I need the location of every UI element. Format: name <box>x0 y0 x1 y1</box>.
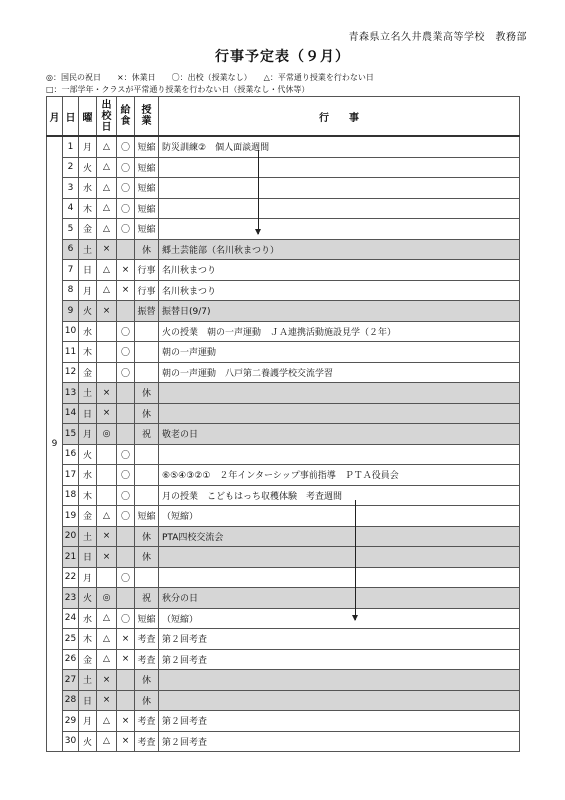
weekday-cell: 土 <box>79 239 97 260</box>
day-cell: 22 <box>63 567 79 588</box>
day-cell: 23 <box>63 588 79 609</box>
class-cell <box>135 444 159 465</box>
legend-line-1: ◎：国民の祝日 ×：休業日 〇：出校（授業なし） △：平常通り授業を行わない日 <box>46 73 374 82</box>
day-cell: 15 <box>63 424 79 445</box>
lunch-cell <box>117 424 135 445</box>
attendance-cell: × <box>97 547 117 568</box>
attendance-cell <box>97 444 117 465</box>
table-row <box>47 567 520 588</box>
event-cell: 防災訓練② 個人面談週間 <box>159 136 520 157</box>
class-cell: 行事 <box>135 260 159 281</box>
event-cell: （短縮） <box>159 608 520 629</box>
col-events: 行 事 <box>159 97 520 137</box>
attendance-cell: △ <box>97 649 117 670</box>
legend-line-2: □：一部学年・クラスが平常通り授業を行わない日（授業なし・代休等） <box>46 85 310 94</box>
event-cell: 火の授業 朝の一声運動 ＪＡ連携活動施設見学（２年） <box>159 321 520 342</box>
table-row <box>47 711 520 732</box>
weekday-cell: 土 <box>79 383 97 404</box>
col-weekday: 曜 <box>79 97 97 137</box>
event-cell: ⑥⑤④③②① ２年インターシップ事前指導 ＰＴＡ役員会 <box>159 465 520 486</box>
day-cell: 18 <box>63 485 79 506</box>
event-cell: 振替日(9/7) <box>159 301 520 322</box>
table-row <box>47 219 520 240</box>
attendance-cell: △ <box>97 506 117 527</box>
class-cell: 祝 <box>135 424 159 445</box>
class-cell: 休 <box>135 383 159 404</box>
attendance-cell: △ <box>97 608 117 629</box>
class-cell <box>135 567 159 588</box>
lunch-cell: 〇 <box>117 465 135 486</box>
attendance-cell: △ <box>97 260 117 281</box>
day-cell: 30 <box>63 731 79 752</box>
class-cell: 短縮 <box>135 506 159 527</box>
table-row <box>47 670 520 691</box>
weekday-cell: 水 <box>79 321 97 342</box>
table-row <box>47 629 520 650</box>
table-row <box>47 588 520 609</box>
class-cell: 短縮 <box>135 198 159 219</box>
day-cell: 4 <box>63 198 79 219</box>
attendance-cell <box>97 342 117 363</box>
day-cell: 21 <box>63 547 79 568</box>
header-row <box>47 97 520 137</box>
page-title: 行事予定表（９月） <box>215 49 350 65</box>
weekday-cell: 水 <box>79 178 97 199</box>
lunch-cell: × <box>117 649 135 670</box>
table-row <box>47 403 520 424</box>
event-cell: 朝の一声運動 <box>159 342 520 363</box>
table-row <box>47 444 520 465</box>
lunch-cell: × <box>117 260 135 281</box>
weekday-cell: 水 <box>79 608 97 629</box>
table-row <box>47 547 520 568</box>
event-cell <box>159 670 520 691</box>
table-row <box>47 690 520 711</box>
table-row <box>47 424 520 445</box>
event-cell <box>159 690 520 711</box>
class-cell: 祝 <box>135 588 159 609</box>
weekday-cell: 日 <box>79 690 97 711</box>
day-cell: 26 <box>63 649 79 670</box>
day-cell: 2 <box>63 157 79 178</box>
table-row <box>47 608 520 629</box>
lunch-cell <box>117 403 135 424</box>
attendance-cell <box>97 567 117 588</box>
table-row <box>47 362 520 383</box>
table-row <box>47 649 520 670</box>
day-cell: 24 <box>63 608 79 629</box>
lunch-cell: 〇 <box>117 157 135 178</box>
attendance-cell: △ <box>97 629 117 650</box>
event-cell: 第２回考査 <box>159 649 520 670</box>
weekday-cell: 水 <box>79 465 97 486</box>
col-class-label: 授業 <box>141 105 152 127</box>
lunch-cell: 〇 <box>117 136 135 157</box>
class-cell: 短縮 <box>135 219 159 240</box>
day-cell: 25 <box>63 629 79 650</box>
event-cell: 第２回考査 <box>159 629 520 650</box>
schedule-table <box>46 96 520 752</box>
table-row <box>47 198 520 219</box>
arrow-icon <box>258 150 259 234</box>
event-cell: 第２回考査 <box>159 731 520 752</box>
class-cell: 休 <box>135 239 159 260</box>
col-month: 月 <box>47 97 63 137</box>
day-cell: 16 <box>63 444 79 465</box>
col-lunch-label: 給食 <box>120 105 131 127</box>
attendance-cell: × <box>97 301 117 322</box>
table-row <box>47 526 520 547</box>
weekday-cell: 月 <box>79 424 97 445</box>
col-attendance-label: 出校日 <box>101 99 112 133</box>
class-cell <box>135 485 159 506</box>
table-row <box>47 136 520 157</box>
class-cell <box>135 465 159 486</box>
col-lunch <box>117 97 135 137</box>
day-cell: 5 <box>63 219 79 240</box>
class-cell: 休 <box>135 403 159 424</box>
event-cell: 秋分の日 <box>159 588 520 609</box>
lunch-cell: × <box>117 280 135 301</box>
weekday-cell: 土 <box>79 526 97 547</box>
event-cell <box>159 383 520 404</box>
event-cell <box>159 403 520 424</box>
weekday-cell: 土 <box>79 670 97 691</box>
event-cell: （短縮） <box>159 506 520 527</box>
class-cell: 休 <box>135 670 159 691</box>
weekday-cell: 木 <box>79 342 97 363</box>
class-cell: 考査 <box>135 731 159 752</box>
lunch-cell: 〇 <box>117 198 135 219</box>
weekday-cell: 月 <box>79 711 97 732</box>
class-cell: 考査 <box>135 711 159 732</box>
day-cell: 17 <box>63 465 79 486</box>
table-row <box>47 465 520 486</box>
weekday-cell: 月 <box>79 567 97 588</box>
class-cell: 短縮 <box>135 608 159 629</box>
attendance-cell: × <box>97 383 117 404</box>
lunch-cell: 〇 <box>117 219 135 240</box>
weekday-cell: 火 <box>79 588 97 609</box>
day-cell: 9 <box>63 301 79 322</box>
weekday-cell: 日 <box>79 403 97 424</box>
attendance-cell: △ <box>97 136 117 157</box>
table-row <box>47 260 520 281</box>
table-row <box>47 157 520 178</box>
lunch-cell <box>117 383 135 404</box>
attendance-cell: × <box>97 403 117 424</box>
lunch-cell: 〇 <box>117 362 135 383</box>
day-cell: 3 <box>63 178 79 199</box>
lunch-cell: × <box>117 629 135 650</box>
weekday-cell: 金 <box>79 362 97 383</box>
class-cell <box>135 362 159 383</box>
lunch-cell: 〇 <box>117 444 135 465</box>
attendance-cell: × <box>97 690 117 711</box>
table-row <box>47 506 520 527</box>
event-cell: 朝の一声運動 八戸第二養護学校交流学習 <box>159 362 520 383</box>
attendance-cell: △ <box>97 711 117 732</box>
attendance-cell: × <box>97 239 117 260</box>
class-cell <box>135 342 159 363</box>
weekday-cell: 金 <box>79 219 97 240</box>
day-cell: 13 <box>63 383 79 404</box>
arrow-icon <box>355 500 356 620</box>
event-cell <box>159 219 520 240</box>
day-cell: 7 <box>63 260 79 281</box>
class-cell: 短縮 <box>135 136 159 157</box>
event-cell: PTA四校交流会 <box>159 526 520 547</box>
attendance-cell <box>97 362 117 383</box>
school-department: 青森県立名久井農業高等学校 教務部 <box>348 32 527 43</box>
day-cell: 11 <box>63 342 79 363</box>
weekday-cell: 金 <box>79 649 97 670</box>
lunch-cell <box>117 526 135 547</box>
lunch-cell: 〇 <box>117 506 135 527</box>
class-cell: 振替 <box>135 301 159 322</box>
weekday-cell: 日 <box>79 260 97 281</box>
lunch-cell: 〇 <box>117 567 135 588</box>
attendance-cell: △ <box>97 198 117 219</box>
col-day: 日 <box>63 97 79 137</box>
event-cell: 郷土芸能部（名川秋まつり） <box>159 239 520 260</box>
class-cell: 考査 <box>135 629 159 650</box>
attendance-cell <box>97 321 117 342</box>
lunch-cell: 〇 <box>117 178 135 199</box>
weekday-cell: 月 <box>79 280 97 301</box>
table-row <box>47 301 520 322</box>
weekday-cell: 木 <box>79 198 97 219</box>
day-cell: 6 <box>63 239 79 260</box>
lunch-cell <box>117 670 135 691</box>
event-cell: 敬老の日 <box>159 424 520 445</box>
class-cell: 休 <box>135 690 159 711</box>
attendance-cell: △ <box>97 178 117 199</box>
day-cell: 12 <box>63 362 79 383</box>
class-cell: 短縮 <box>135 157 159 178</box>
attendance-cell <box>97 485 117 506</box>
class-cell: 考査 <box>135 649 159 670</box>
class-cell: 休 <box>135 547 159 568</box>
day-cell: 10 <box>63 321 79 342</box>
event-cell: 月の授業 こどもはっち収穫体験 考査週間 <box>159 485 520 506</box>
lunch-cell <box>117 547 135 568</box>
col-class <box>135 97 159 137</box>
event-cell <box>159 567 520 588</box>
class-cell: 休 <box>135 526 159 547</box>
lunch-cell <box>117 588 135 609</box>
table-row <box>47 239 520 260</box>
class-cell: 行事 <box>135 280 159 301</box>
class-cell: 短縮 <box>135 178 159 199</box>
weekday-cell: 金 <box>79 506 97 527</box>
attendance-cell: × <box>97 670 117 691</box>
lunch-cell <box>117 690 135 711</box>
lunch-cell: 〇 <box>117 342 135 363</box>
attendance-cell: × <box>97 526 117 547</box>
attendance-cell: △ <box>97 280 117 301</box>
lunch-cell <box>117 301 135 322</box>
weekday-cell: 木 <box>79 629 97 650</box>
lunch-cell: 〇 <box>117 485 135 506</box>
day-cell: 29 <box>63 711 79 732</box>
weekday-cell: 火 <box>79 301 97 322</box>
table-row <box>47 731 520 752</box>
event-cell: 名川秋まつり <box>159 260 520 281</box>
table-row <box>47 321 520 342</box>
attendance-cell: ◎ <box>97 424 117 445</box>
event-cell: 第２回考査 <box>159 711 520 732</box>
attendance-cell <box>97 465 117 486</box>
lunch-cell: 〇 <box>117 608 135 629</box>
month-cell: 9 <box>47 136 63 752</box>
table-row <box>47 280 520 301</box>
event-cell: 名川秋まつり <box>159 280 520 301</box>
attendance-cell: ◎ <box>97 588 117 609</box>
day-cell: 19 <box>63 506 79 527</box>
event-cell <box>159 547 520 568</box>
lunch-cell <box>117 239 135 260</box>
table-row <box>47 383 520 404</box>
event-cell <box>159 198 520 219</box>
weekday-cell: 日 <box>79 547 97 568</box>
attendance-cell: △ <box>97 219 117 240</box>
day-cell: 14 <box>63 403 79 424</box>
event-cell <box>159 157 520 178</box>
day-cell: 20 <box>63 526 79 547</box>
lunch-cell: 〇 <box>117 321 135 342</box>
weekday-cell: 火 <box>79 157 97 178</box>
attendance-cell: △ <box>97 157 117 178</box>
schedule-body <box>47 136 520 752</box>
event-cell <box>159 178 520 199</box>
lunch-cell: × <box>117 731 135 752</box>
table-row <box>47 178 520 199</box>
weekday-cell: 火 <box>79 444 97 465</box>
day-cell: 27 <box>63 670 79 691</box>
attendance-cell: △ <box>97 731 117 752</box>
weekday-cell: 月 <box>79 136 97 157</box>
class-cell <box>135 321 159 342</box>
day-cell: 1 <box>63 136 79 157</box>
table-row <box>47 485 520 506</box>
table-row <box>47 342 520 363</box>
lunch-cell: × <box>117 711 135 732</box>
col-attendance <box>97 97 117 137</box>
day-cell: 8 <box>63 280 79 301</box>
event-cell <box>159 444 520 465</box>
weekday-cell: 木 <box>79 485 97 506</box>
weekday-cell: 火 <box>79 731 97 752</box>
day-cell: 28 <box>63 690 79 711</box>
